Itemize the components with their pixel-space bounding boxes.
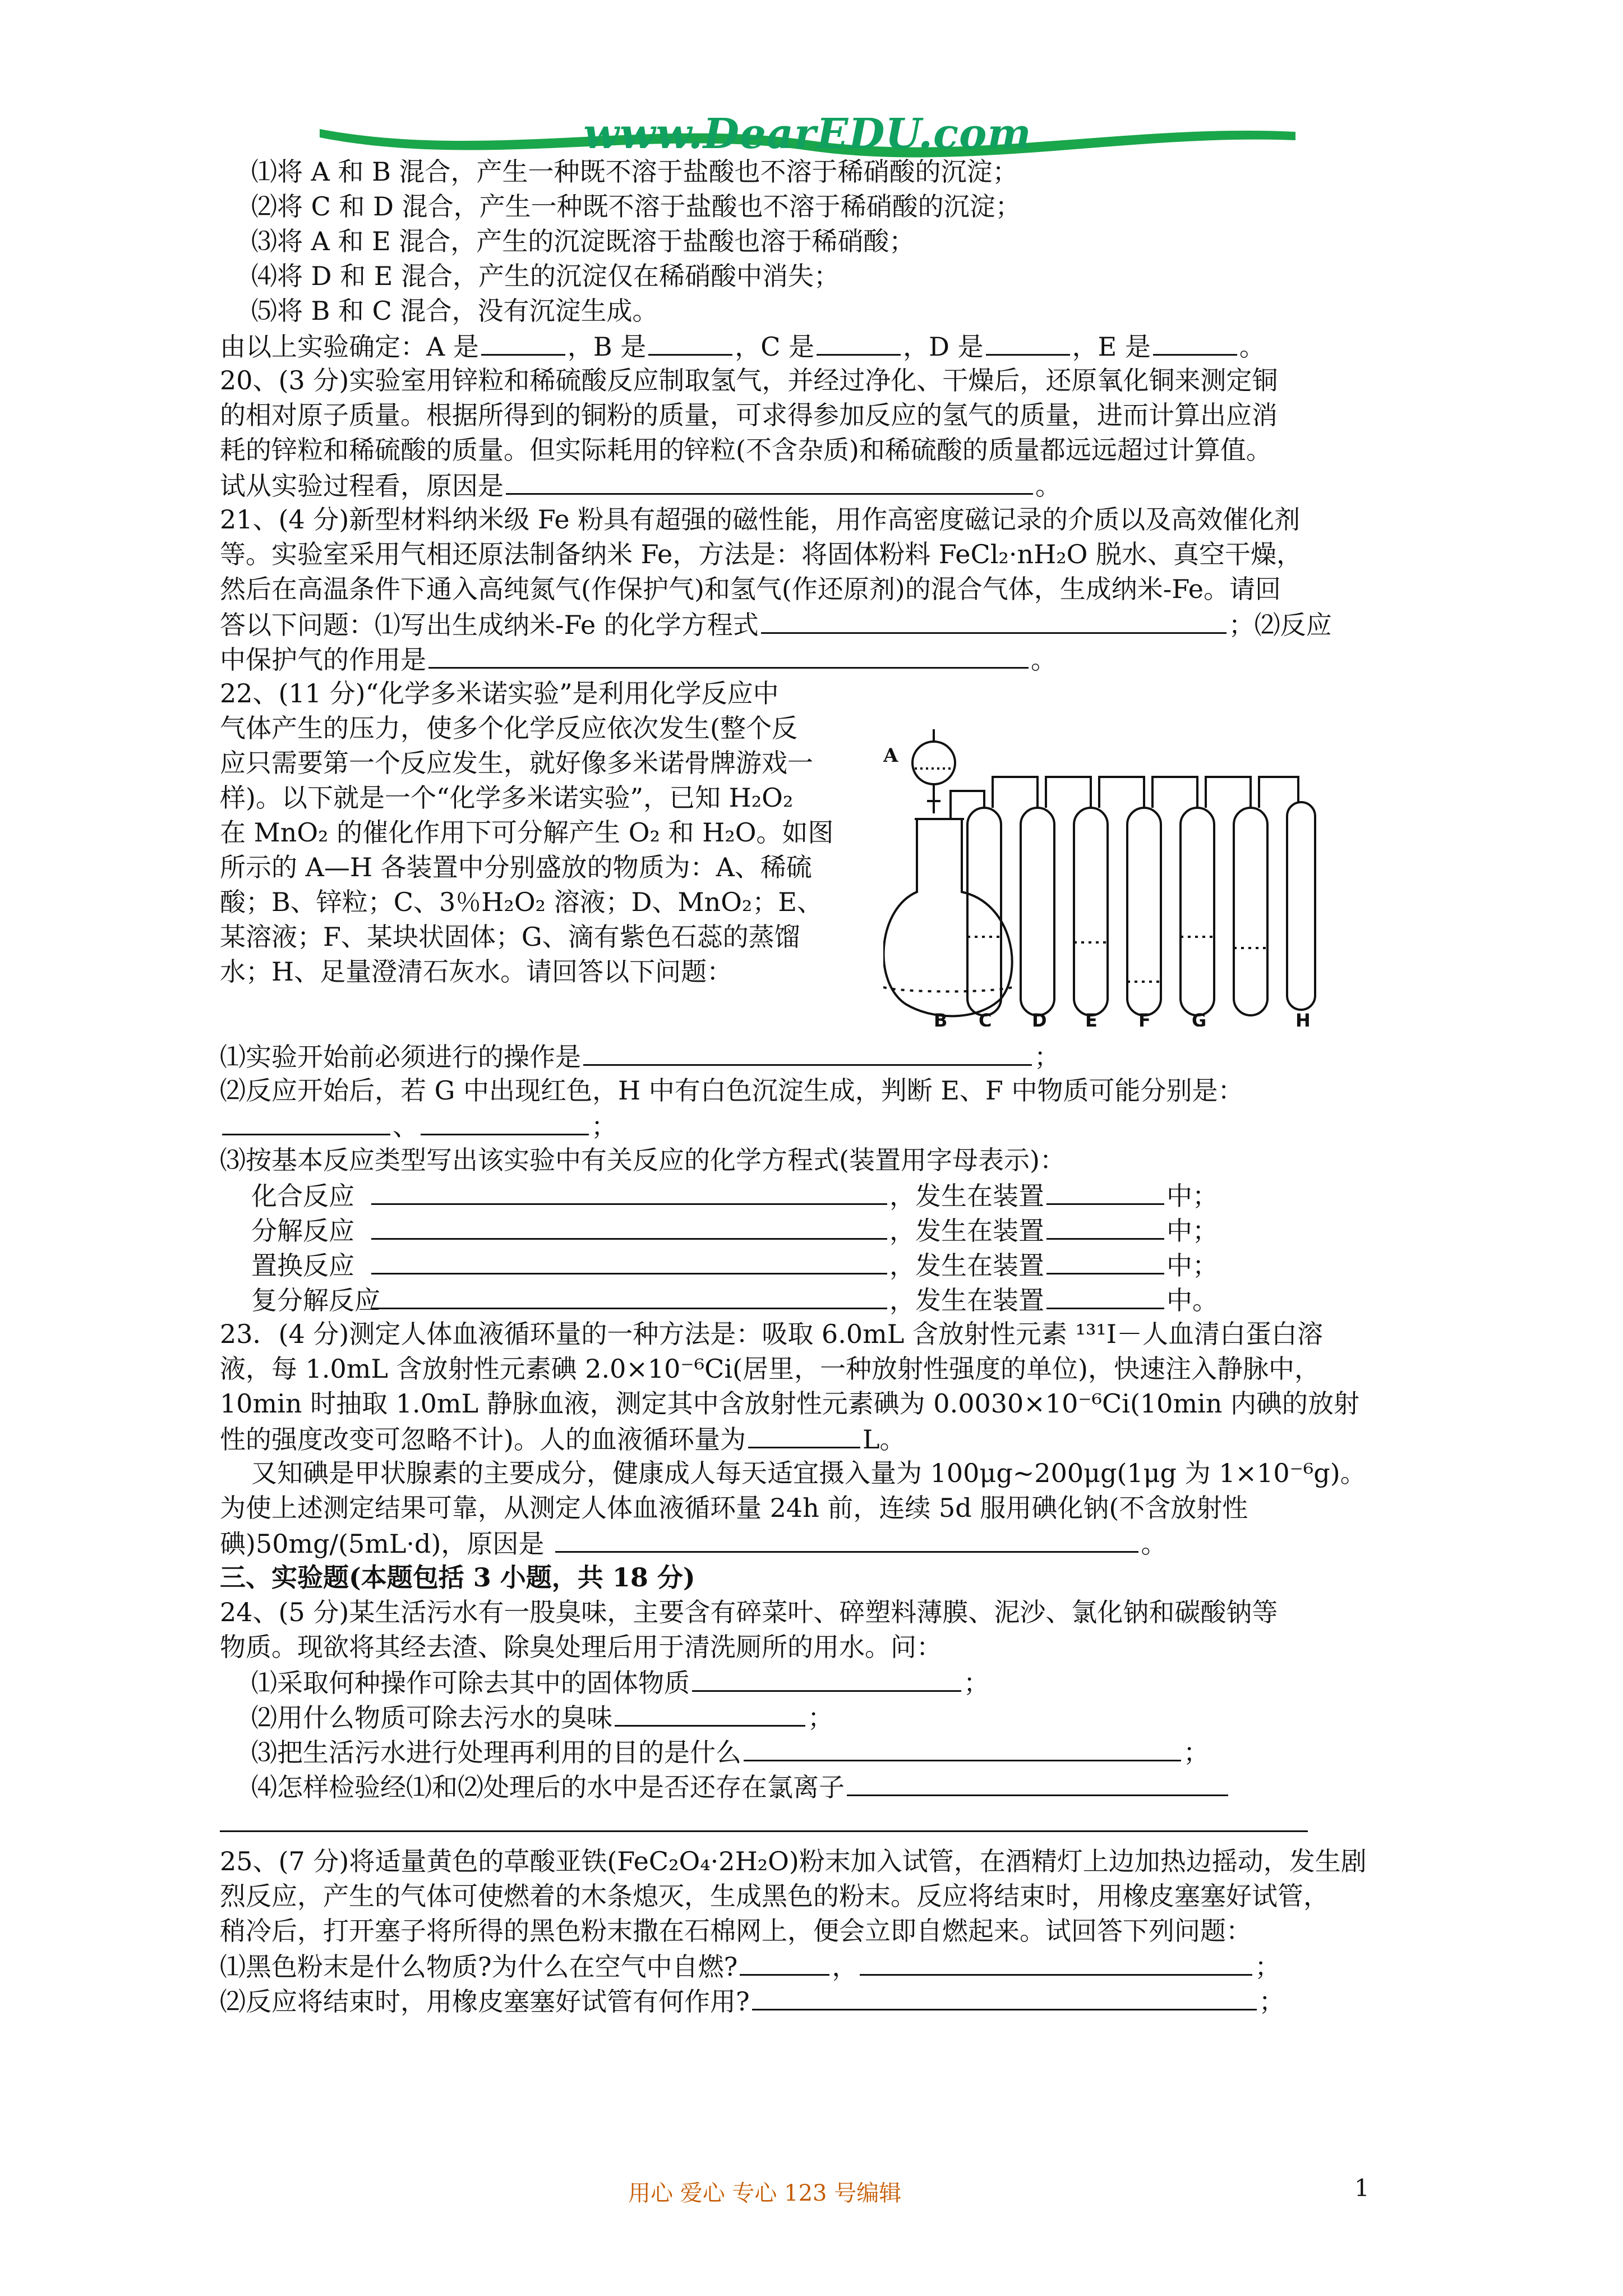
answer-blank[interactable] <box>1153 328 1237 356</box>
text-line: 耗的锌粒和稀硫酸的质量。但实际耗用的锌粒(不含杂质)和稀硫酸的质量都远远超过计算值。 <box>220 435 1272 465</box>
text-fragment: 。 <box>1239 332 1265 362</box>
text-fragment: ，E 是 <box>1072 332 1151 362</box>
text-fragment: ； <box>1258 1986 1285 2017</box>
page-number: 1 <box>1354 2174 1370 2202</box>
text-line: 某溶液；F、某块状固体；G、滴有紫色石蕊的蒸馏 <box>220 922 800 952</box>
text-line: 所示的 A—H 各装置中分别盛放的物质为：A、稀硫 <box>220 852 812 882</box>
text-fragment: 、 <box>393 1111 418 1142</box>
label-a: A <box>883 744 898 767</box>
text-line: ⑶按基本反应类型写出该实验中有关反应的化学方程式(装置用字母表示)： <box>220 1145 1066 1175</box>
text-line <box>251 1699 833 1735</box>
answer-blank[interactable] <box>817 328 901 356</box>
answer-blank[interactable] <box>752 1983 1257 2010</box>
answer-blank[interactable] <box>371 1247 887 1274</box>
text-fragment: ； <box>1034 1042 1060 1072</box>
text-fragment: 。 <box>1141 1529 1167 1559</box>
text-line: 稍冷后，打开塞子将所得的黑色粉末撒在石棉网上，便会立即自燃起来。试回答下列问题： <box>220 1916 1252 1946</box>
section-heading: 三、实验题(本题包括 3 小题，共 18 分) <box>220 1562 695 1593</box>
answer-blank[interactable] <box>615 1699 805 1727</box>
text-fragment: 中； <box>1166 1250 1218 1281</box>
label-g: G <box>1192 1010 1207 1027</box>
text-fragment: ，发生在装置 <box>889 1285 1044 1315</box>
text-line: ⑷将 D 和 E 混合，产生的沉淀仅在稀硝酸中消失； <box>251 261 840 291</box>
answer-blank[interactable] <box>1046 1177 1164 1205</box>
answer-blank[interactable] <box>740 1948 829 1976</box>
logo-text: www.DearEDU.com <box>583 110 1032 158</box>
text-line: 烈反应，产生的气体可使燃着的木条熄灭，生成黑色的粉末。反应将结束时，用橡皮塞塞好试管， <box>220 1881 1329 1911</box>
text-line <box>220 328 1265 364</box>
answer-blank[interactable] <box>428 641 1029 669</box>
text-line: 为使上述测定结果可靠，从测定人体血液循环量 24h 前，连续 5d 服用碘化钠(不含放射性 <box>220 1493 1248 1523</box>
text-fragment: ； <box>1183 1737 1209 1768</box>
footer-text: 用心 爱心 专心 123 号编辑 <box>628 2180 902 2206</box>
answer-blank[interactable] <box>371 1212 887 1240</box>
reaction-type: 置换反应 <box>251 1250 354 1281</box>
text-fragment: ⑴采取何种操作可除去其中的固体物质 <box>251 1668 690 1698</box>
text-fragment: ； <box>591 1111 617 1142</box>
text-fragment: 。 <box>1031 645 1057 675</box>
answer-blank[interactable] <box>583 1038 1032 1066</box>
text-line: 10min 时抽取 1.0mL 静脉血液，测定其中含放射性元素碘为 0.0030×10⁻⁶Ci(10min 内碘的放射 <box>220 1388 1360 1419</box>
reaction-line <box>251 1177 1218 1213</box>
text-line <box>220 1038 1060 1074</box>
text-line: 20、(3 分)实验室用锌粒和稀硫酸反应制取氢气，并经过净化、干燥后，还原氧化铜来测定铜 <box>220 365 1278 395</box>
text-fragment: ，B 是 <box>567 332 647 362</box>
text-fragment: ⑵反应将结束时，用橡皮塞塞好试管有何作用? <box>220 1986 750 2017</box>
answer-blank[interactable] <box>555 1525 1138 1553</box>
answer-blank[interactable] <box>761 606 1227 634</box>
text-line: 气体产生的压力，使多个化学反应依次发生(整个反 <box>220 713 797 743</box>
text-fragment: ，发生在装置 <box>889 1181 1044 1211</box>
text-fragment: 中； <box>1166 1216 1218 1246</box>
answer-blank[interactable] <box>222 1108 390 1135</box>
answer-blank[interactable] <box>371 1282 887 1309</box>
text-line <box>220 641 1057 677</box>
text-fragment: L。 <box>862 1424 906 1455</box>
text-fragment: 由以上实验确定：A 是 <box>220 332 479 362</box>
text-fragment: ，C 是 <box>735 332 815 362</box>
text-line: 酸；B、锌粒；C、3％H₂O₂ 溶液；D、MnO₂；E、 <box>220 887 823 917</box>
text-fragment: 中。 <box>1166 1285 1218 1315</box>
apparatus-diagram <box>883 724 1366 1027</box>
text-line: 然后在高温条件下通入高纯氮气(作保护气)和氢气(作还原剂)的混合气体，生成纳米-Fe。请回 <box>220 574 1281 604</box>
text-line: 25、(7 分)将适量黄色的草酸亚铁(FeC₂O₄·2H₂O)粉末加入试管，在酒精灯上边加热边摇动，发生剧 <box>220 1846 1367 1876</box>
text-line: 水；H、足量澄清石灰水。请回答以下问题： <box>220 956 733 987</box>
text-line: 在 MnO₂ 的催化作用下可分解产生 O₂ 和 H₂O。如图 <box>220 817 834 848</box>
text-line: 24、(5 分)某生活污水有一股臭味，主要含有碎菜叶、碎塑料薄膜、泥沙、氯化钠和碳酸钠等 <box>220 1597 1278 1627</box>
answer-blank[interactable] <box>648 328 732 356</box>
reaction-line <box>251 1247 1218 1283</box>
text-fragment: 答以下问题：⑴写出生成纳米-Fe 的化学方程式 <box>220 610 759 640</box>
text-line <box>220 1108 617 1144</box>
answer-blank[interactable] <box>481 328 565 356</box>
text-fragment: 试从实验过程看，原因是 <box>220 471 504 501</box>
reaction-line <box>251 1282 1218 1318</box>
text-line <box>220 467 1061 503</box>
text-fragment: 碘)50mg/(5mL·d)，原因是 <box>220 1529 545 1559</box>
text-line <box>220 1421 906 1457</box>
text-line: ⑶将 A 和 E 混合，产生的沉淀既溶于盐酸也溶于稀硝酸； <box>251 226 915 256</box>
answer-blank-line[interactable] <box>220 1830 1308 1832</box>
text-line <box>220 606 1332 642</box>
text-fragment: ⑴黑色粉末是什么物质?为什么在空气中自燃? <box>220 1952 738 1982</box>
text-fragment: ，发生在装置 <box>889 1216 1044 1246</box>
reaction-type: 分解反应 <box>251 1216 354 1246</box>
reaction-line <box>251 1212 1218 1248</box>
text-fragment: 。 <box>1035 471 1061 501</box>
text-fragment: ； <box>1255 1952 1281 1982</box>
text-fragment: ，D 是 <box>903 332 984 362</box>
label-c: C <box>979 1010 992 1027</box>
text-line: ⑴将 A 和 B 混合，产生一种既不溶于盐酸也不溶于稀硝酸的沉淀； <box>251 157 1018 187</box>
text-fragment: ；⑵反应 <box>1228 610 1332 640</box>
text-fragment: ⑵用什么物质可除去污水的臭味 <box>251 1703 612 1733</box>
text-line: 应只需要第一个反应发生，就好像多米诺骨牌游戏一 <box>220 748 813 778</box>
label-d: D <box>1032 1010 1047 1027</box>
text-line <box>251 1734 1209 1770</box>
answer-blank[interactable] <box>506 467 1033 495</box>
text-line: 22、(11 分)“化学多米诺实验”是利用化学反应中 <box>220 678 779 708</box>
text-line <box>220 1983 1285 2019</box>
text-line: 21、(4 分)新型材料纳米级 Fe 粉具有超强的磁性能，用作高密度磁记录的介质以及高效催化剂 <box>220 504 1301 535</box>
text-fragment: ⑴实验开始前必须进行的操作是 <box>220 1042 581 1072</box>
text-fragment: 中保护气的作用是 <box>220 645 426 675</box>
reaction-type: 复分解反应 <box>251 1285 380 1315</box>
text-fragment: ， <box>832 1952 858 1982</box>
text-line: 样)。以下就是一个“化学多米诺实验”，已知 H₂O₂ <box>220 783 794 813</box>
text-line: 液，每 1.0mL 含放射性元素碘 2.0×10⁻⁶Ci(居里，一种放射性强度的单位)，快速注入静脉中， <box>220 1354 1320 1384</box>
answer-blank[interactable] <box>421 1108 589 1135</box>
text-line: ⑸将 B 和 C 混合，没有沉淀生成。 <box>251 296 658 326</box>
text-line <box>251 1769 1230 1805</box>
text-fragment: ⑷怎样检验经⑴和⑵处理后的水中是否还存在氯离子 <box>251 1772 845 1802</box>
text-fragment: ⑶把生活污水进行处理再利用的目的是什么 <box>251 1737 741 1768</box>
text-line: 等。实验室采用气相还原法制备纳米 Fe，方法是：将固体粉料 FeCl₂·nH₂O 脱水、真空干燥， <box>220 539 1302 569</box>
text-line: 物质。现欲将其经去渣、除臭处理后用于清洗厕所的用水。问： <box>220 1632 942 1662</box>
label-b: B <box>934 1010 948 1027</box>
answer-blank[interactable] <box>847 1769 1228 1796</box>
text-line: ⑵将 C 和 D 混合，产生一种既不溶于盐酸也不溶于稀硝酸的沉淀； <box>251 191 1021 222</box>
text-line <box>220 1948 1280 1984</box>
answer-blank[interactable] <box>986 328 1070 356</box>
answer-blank[interactable] <box>860 1948 1252 1976</box>
text-line <box>220 1525 1166 1561</box>
answer-blank[interactable] <box>744 1734 1181 1761</box>
text-fragment: ； <box>963 1668 989 1698</box>
text-line: 23．(4 分)测定人体血液循环量的一种方法是：吸取 6.0mL 含放射性元素 ¹³¹I－人血清白蛋白溶 <box>220 1319 1323 1349</box>
label-h: H <box>1295 1010 1311 1027</box>
answer-blank[interactable] <box>692 1664 961 1692</box>
text-fragment: 性的强度改变可忽略不计)。人的血液循环量为 <box>220 1424 746 1455</box>
answer-blank[interactable] <box>371 1177 887 1205</box>
label-e: E <box>1085 1010 1098 1027</box>
text-fragment: ； <box>808 1703 833 1733</box>
text-fragment: 中； <box>1166 1181 1218 1211</box>
answer-blank[interactable] <box>748 1421 860 1448</box>
label-f: F <box>1138 1010 1151 1027</box>
answer-blank[interactable] <box>1046 1247 1164 1274</box>
answer-blank[interactable] <box>1046 1282 1164 1309</box>
text-line: ⑵反应开始后，若 G 中出现红色，H 中有白色沉淀生成，判断 E、F 中物质可能分别是： <box>220 1075 1244 1106</box>
text-line: 又知碘是甲状腺素的主要成分，健康成人每天适宜摄入量为 100μg~200μg(1μg 为 1×10⁻⁶g)。 <box>251 1458 1366 1488</box>
domino-apparatus-figure <box>883 724 1366 1027</box>
text-fragment: ，发生在装置 <box>889 1250 1044 1281</box>
answer-blank[interactable] <box>1046 1212 1164 1240</box>
text-line: 的相对原子质量。根据所得到的铜粉的质量，可求得参加反应的氢气的质量，进而计算出应消 <box>220 400 1278 430</box>
reaction-type: 化合反应 <box>251 1181 354 1211</box>
text-line <box>251 1664 989 1700</box>
